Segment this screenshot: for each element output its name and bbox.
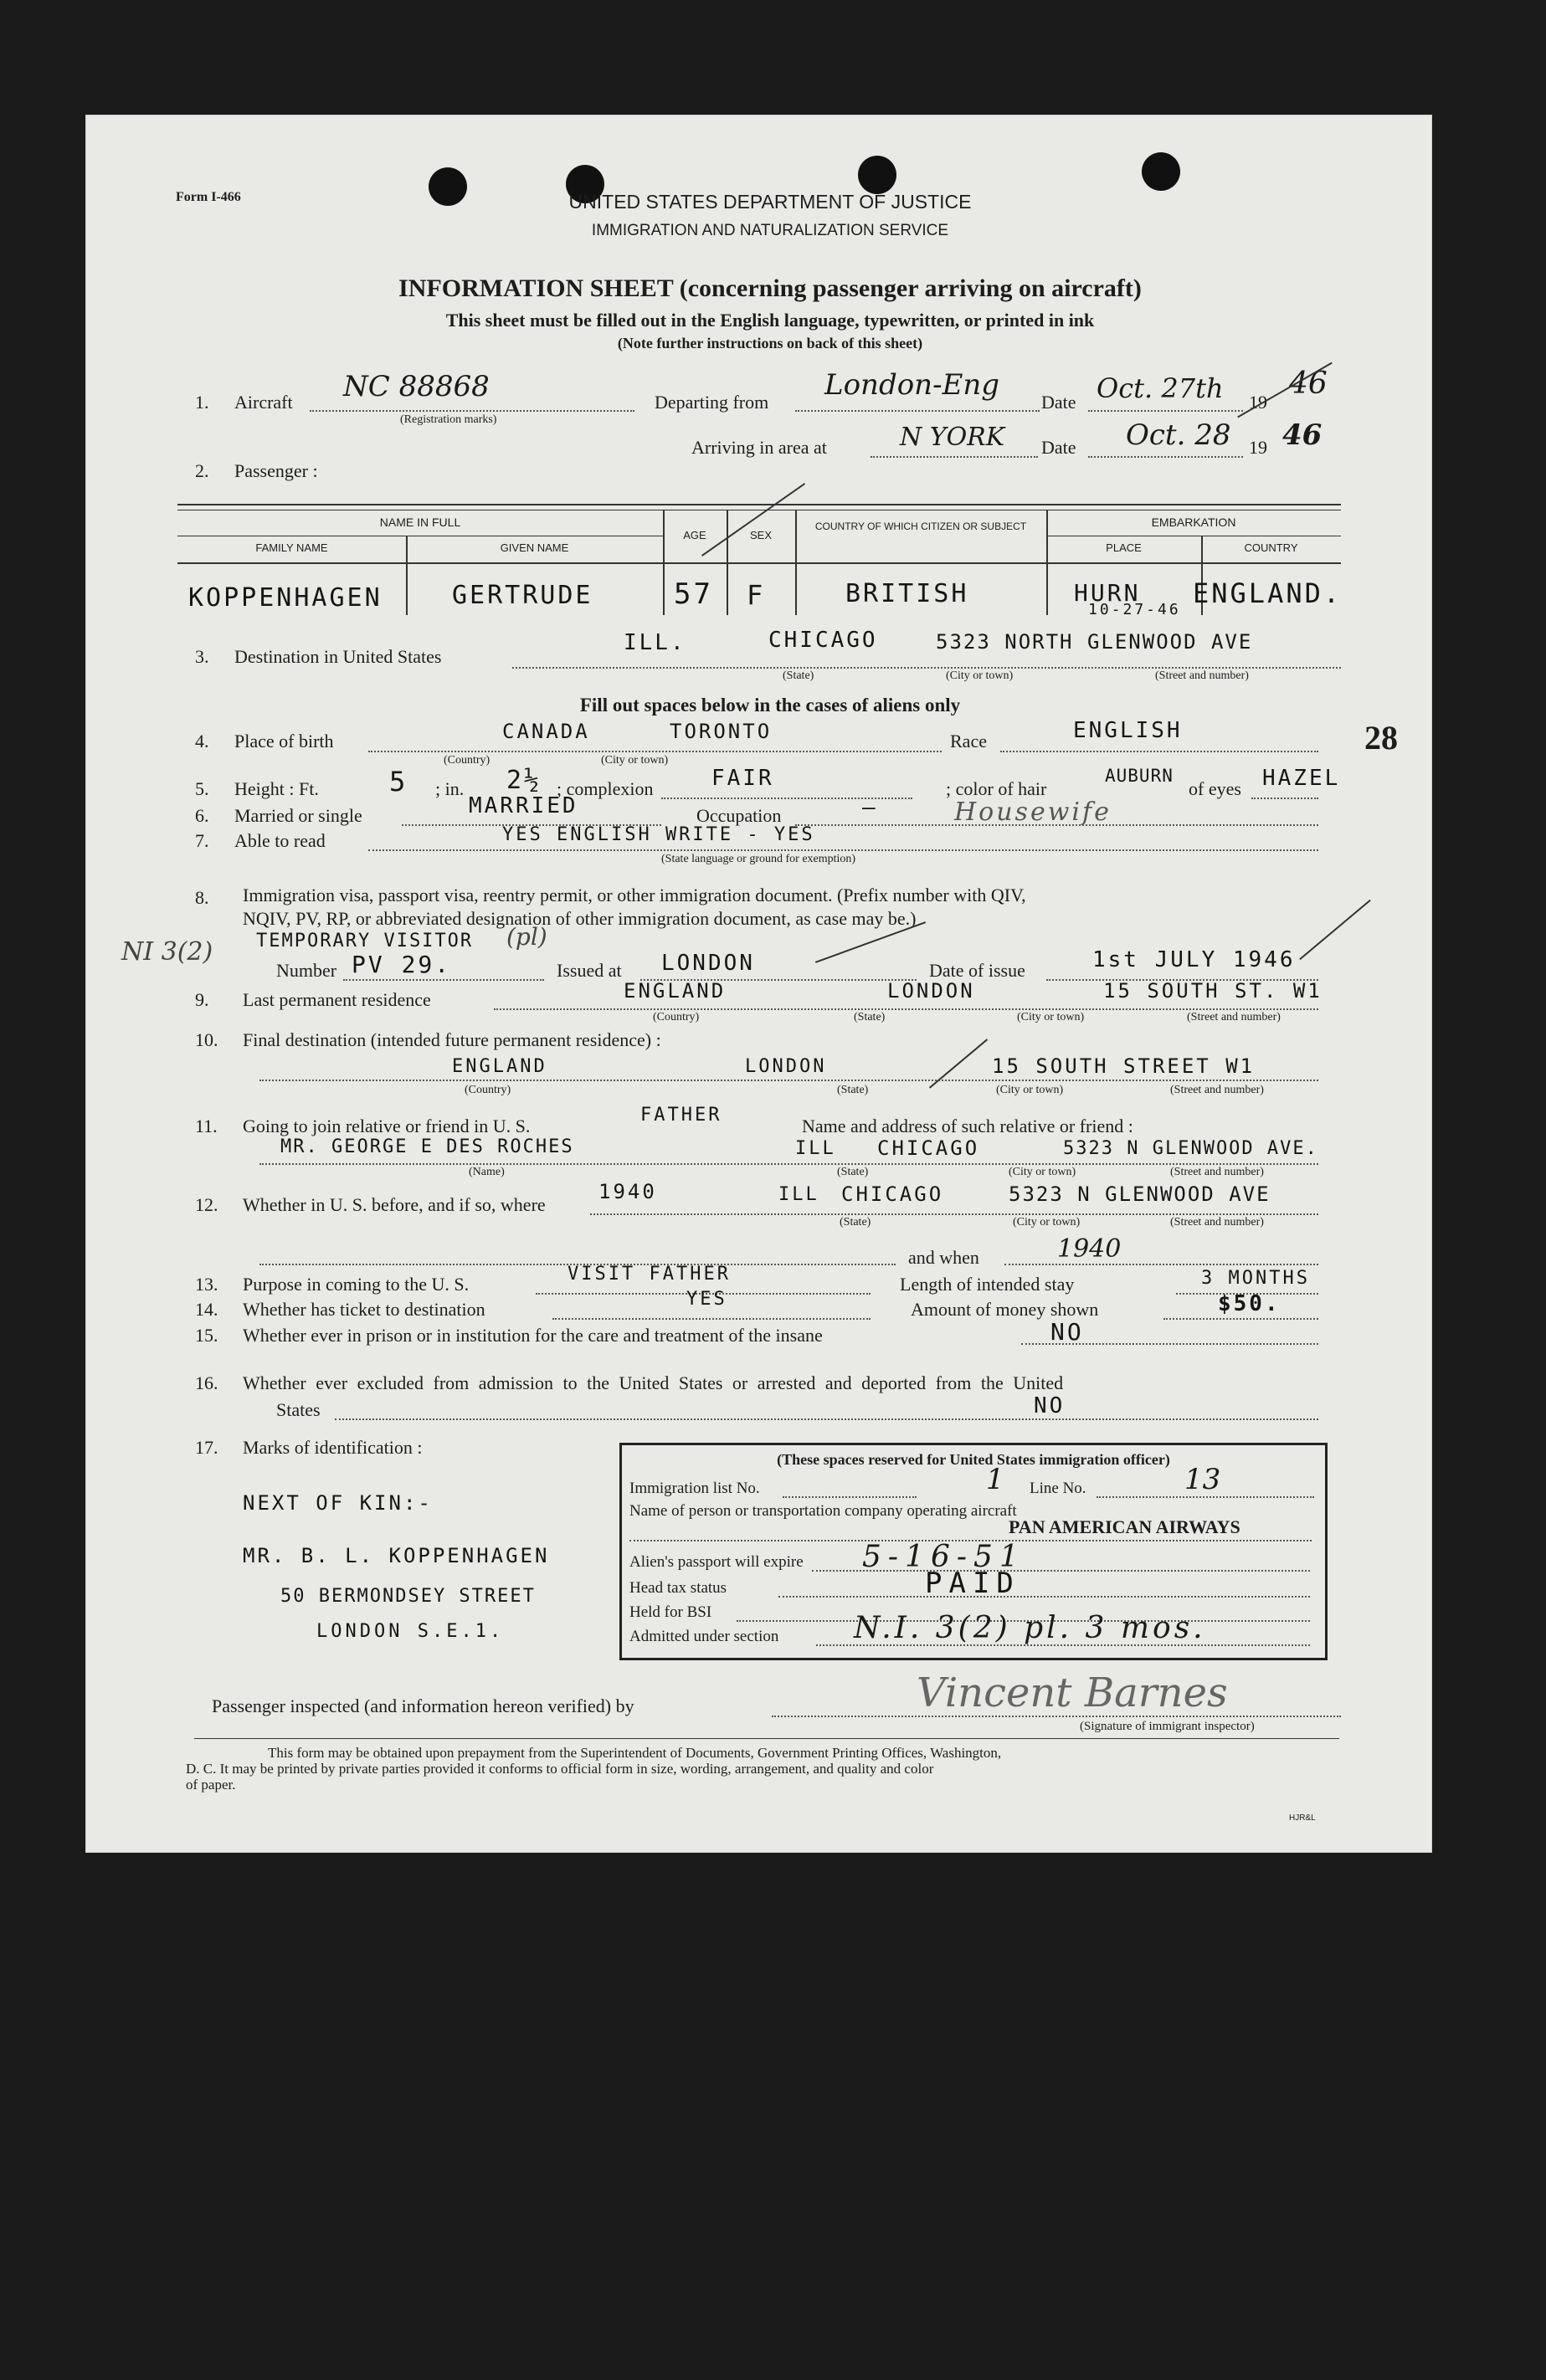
instruction-note: (Note further instructions on back of this sheet): [617, 335, 923, 351]
q8-number: 8.: [195, 887, 209, 908]
list-value: 1: [986, 1463, 1004, 1496]
caption-street: (Street and number): [1170, 1166, 1264, 1178]
destination-label: Destination in United States: [234, 646, 442, 667]
footer-line3: of paper.: [186, 1777, 236, 1793]
departing-value: London-Eng: [824, 368, 1000, 402]
money-label: Amount of money shown: [911, 1299, 1099, 1320]
family-name-value: KOPPENHAGEN: [188, 583, 383, 613]
race-label: Race: [950, 731, 987, 751]
q15-number: 15.: [195, 1325, 218, 1346]
company-value: PAN AMERICAN AIRWAYS: [1009, 1516, 1240, 1537]
final-state: LONDON: [745, 1056, 827, 1077]
hair-label: ; color of hair: [946, 778, 1047, 799]
family-name-header: FAMILY NAME: [255, 541, 328, 554]
punch-hole: [858, 156, 896, 194]
destination-street: 5323 NORTH GLENWOOD AVE: [936, 630, 1253, 654]
q16-number: 16.: [195, 1372, 218, 1393]
caption-street: (Street and number): [1170, 1216, 1264, 1228]
residence-state: LONDON: [887, 979, 975, 1003]
citizen-value: BRITISH: [845, 579, 969, 608]
age-value: 57: [674, 577, 713, 611]
q7-number: 7.: [195, 830, 209, 851]
sex-header: SEX: [749, 529, 772, 541]
previous-city: CHICAGO: [841, 1182, 944, 1206]
caption-state: (State): [837, 1084, 869, 1096]
tax-label: Head tax status: [629, 1579, 727, 1597]
punch-hole: [429, 167, 467, 206]
section-label: Admitted under section: [629, 1628, 779, 1645]
residence-country: ENGLAND: [624, 979, 727, 1003]
occupation-note: Housewife: [954, 798, 1112, 827]
footer-line1: This form may be obtained upon prepayment from the Superintendent of Documents, Government Printing Offices, Washington,: [268, 1745, 1002, 1761]
previous-street: 5323 N GLENWOOD AVE: [1009, 1182, 1271, 1206]
q6-number: 6.: [195, 805, 209, 826]
q2-number: 2.: [195, 460, 209, 481]
occupation-value: —: [862, 795, 878, 820]
relative-name-label: Name and address of such relative or friend :: [802, 1116, 1133, 1136]
q10-number: 10.: [195, 1029, 218, 1050]
company-label: Name of person or transportation company operating aircraft: [629, 1502, 1017, 1520]
excluded-label-line1: Whether ever excluded from admission to the United States or arrested and deported from the United: [243, 1372, 1064, 1393]
document-number: PV 29.: [352, 951, 452, 978]
number-label: Number: [276, 960, 337, 981]
hair-value: AUBURN: [1105, 766, 1174, 786]
relative-city: CHICAGO: [877, 1136, 980, 1160]
q13-number: 13.: [195, 1274, 218, 1295]
excluded-label-line2: States: [276, 1399, 321, 1420]
citizen-header: COUNTRY OF WHICH CITIZEN OR SUBJECT: [814, 521, 1027, 532]
year-prefix: 19: [1249, 392, 1267, 413]
final-street: 15 SOUTH STREET W1: [992, 1054, 1256, 1078]
departure-date: Oct. 27th: [1097, 372, 1224, 404]
caption-state: (State): [783, 669, 814, 682]
relative-name: MR. GEORGE E DES ROCHES: [280, 1136, 574, 1157]
officer-box-title: (These spaces reserved for United States immigration officer): [777, 1451, 1170, 1468]
given-name-value: GERTRUDE: [452, 581, 593, 610]
place-header: PLACE: [1106, 541, 1142, 554]
race-value: ENGLISH: [1073, 718, 1183, 743]
caption-city: (City or town): [996, 1084, 1064, 1096]
marital-label: Married or single: [234, 805, 362, 826]
ticket-label: Whether has ticket to destination: [243, 1299, 485, 1320]
form-number: Form I-466: [176, 190, 241, 204]
read-value: YES ENGLISH WRITE - YES: [502, 824, 815, 845]
q8-text-line1: Immigration visa, passport visa, reentry permit, or other immigration document. (Prefix number with QIV,: [243, 885, 1026, 905]
relative-street: 5323 N GLENWOOD AVE.: [1063, 1138, 1318, 1159]
caption-name: (Name): [469, 1166, 505, 1178]
caption-city: (City or town): [1009, 1166, 1076, 1178]
join-label: Going to join relative or friend in U. S.: [243, 1116, 531, 1136]
height-feet: 5: [389, 766, 408, 798]
aircraft-value: NC 88868: [343, 370, 490, 403]
eyes-value: HAZEL: [1262, 766, 1341, 791]
printer-mark: HJR&L: [1289, 1813, 1316, 1823]
departing-label: Departing from: [655, 392, 769, 413]
issued-value: LONDON: [661, 951, 755, 976]
sex-value: F: [747, 579, 766, 611]
occupation-label: Occupation: [696, 805, 782, 826]
next-of-kin-line1: NEXT OF KIN:-: [243, 1491, 433, 1515]
previous-state: ILL: [778, 1184, 819, 1205]
when-label: and when: [908, 1247, 979, 1268]
line-value: 13: [1184, 1463, 1221, 1496]
final-destination-label: Final destination (intended future permanent residence) :: [243, 1029, 661, 1050]
registration-caption: (Registration marks): [400, 413, 497, 426]
birth-city: TORONTO: [670, 720, 773, 743]
height-label: Height : Ft.: [234, 778, 319, 799]
age-header: AGE: [683, 529, 706, 541]
passenger-label: Passenger :: [234, 460, 318, 481]
excluded-value: NO: [1034, 1393, 1066, 1418]
caption-street: (Street and number): [1187, 1011, 1281, 1023]
q5-number: 5.: [195, 778, 209, 799]
destination-city: CHICAGO: [768, 628, 878, 653]
country-header: COUNTRY: [1244, 541, 1298, 554]
q8-text-line2: NQIV, PV, RP, or abbreviated designation of other immigration document, as case may be.): [243, 908, 917, 929]
punch-hole: [1142, 152, 1180, 191]
date-label: Date: [1041, 392, 1076, 413]
birth-label: Place of birth: [234, 731, 334, 751]
relation-value: FATHER: [640, 1105, 722, 1126]
purpose-label: Purpose in coming to the U. S.: [243, 1274, 470, 1295]
next-of-kin-line3: 50 BERMONDSEY STREET: [280, 1586, 536, 1607]
arrival-date: Oct. 28: [1126, 418, 1231, 452]
caption-street: (Street and number): [1155, 669, 1249, 682]
department-title: UNITED STATES DEPARTMENT OF JUSTICE: [568, 191, 972, 213]
caption-state: (State): [840, 1216, 871, 1228]
embark-country-value: ENGLAND.: [1193, 577, 1343, 609]
tax-value: PAID: [925, 1567, 1020, 1600]
embark-place-value: HURN: [1074, 579, 1141, 607]
q17-number: 17.: [195, 1437, 218, 1458]
q1-number: 1.: [195, 392, 209, 413]
birth-country: CANADA: [502, 720, 590, 743]
caption-country: (Country): [444, 754, 491, 767]
caption-city: (City or town): [1017, 1011, 1085, 1023]
read-caption: (State language or ground for exemption): [661, 853, 856, 865]
date-of-issue-label: Date of issue: [929, 960, 1025, 981]
q11-number: 11.: [195, 1116, 218, 1136]
q3-number: 3.: [195, 646, 209, 667]
residence-label: Last permanent residence: [243, 989, 431, 1010]
purpose-value: VISIT FATHER: [568, 1264, 731, 1285]
embarkation-header: EMBARKATION: [1151, 515, 1236, 529]
expire-label: Alien's passport will expire: [629, 1553, 804, 1571]
inspector-signature: Vincent Barnes: [917, 1670, 1228, 1716]
departure-year: 46: [1289, 367, 1328, 401]
height-inches: 2½: [506, 766, 542, 795]
caption-state: (State): [854, 1011, 886, 1023]
complexion-value: FAIR: [711, 766, 774, 791]
line-label: Line No.: [1030, 1480, 1086, 1497]
arrival-year: 46: [1282, 418, 1323, 452]
pl-note: (pl): [506, 923, 547, 951]
destination-state: ILL.: [624, 630, 686, 655]
caption-city: (City or town): [946, 669, 1014, 682]
date-of-issue-value: 1st JULY 1946: [1092, 947, 1296, 972]
name-in-full-header: NAME IN FULL: [379, 515, 461, 529]
stay-value: 3 MONTHS: [1201, 1268, 1310, 1289]
eyes-label: of eyes: [1189, 778, 1241, 799]
ticket-value: YES: [686, 1289, 727, 1310]
issued-label: Issued at: [557, 960, 622, 981]
service-title: IMMIGRATION AND NATURALIZATION SERVICE: [591, 222, 949, 239]
arriving-label: Arriving in area at: [691, 437, 827, 458]
q4-number: 4.: [195, 731, 209, 751]
bsi-label: Held for BSI: [629, 1603, 712, 1621]
caption-country: (Country): [465, 1084, 511, 1096]
margin-note: 28: [1364, 719, 1398, 757]
next-of-kin-line4: LONDON S.E.1.: [316, 1621, 505, 1642]
caption-city: (City or town): [1013, 1216, 1081, 1228]
final-country: ENGLAND: [452, 1056, 547, 1077]
expire-value: 5-16-51: [862, 1540, 1025, 1574]
caption-city: (City or town): [601, 754, 669, 767]
given-name-header: GIVEN NAME: [500, 541, 569, 554]
when-value: 1940: [1057, 1234, 1122, 1264]
inspected-label: Passenger inspected (and information hereon verified) by: [212, 1695, 634, 1716]
relative-state: ILL: [795, 1138, 836, 1159]
money-value: $50.: [1218, 1291, 1281, 1316]
q14-number: 14.: [195, 1299, 218, 1320]
instruction-line: This sheet must be filled out in the English language, typewritten, or printed in ink: [445, 310, 1095, 331]
identification-label: Marks of identification :: [243, 1437, 423, 1458]
sheet-title: INFORMATION SHEET (concerning passenger arriving on aircraft): [398, 274, 1142, 302]
prison-value: NO: [1050, 1318, 1084, 1346]
caption-country: (Country): [653, 1011, 700, 1023]
caption-state: (State): [837, 1166, 869, 1178]
residence-street: 15 SOUTH ST. W1: [1103, 979, 1323, 1003]
prison-label: Whether ever in prison or in institution for the care and treatment of the insane: [243, 1325, 823, 1346]
complexion-label: ; complexion: [557, 778, 654, 799]
embark-date-note: 10-27-46: [1088, 601, 1181, 618]
stay-label: Length of intended stay: [900, 1274, 1075, 1295]
footer-line2: D. C. It may be printed by private parties provided it conforms to official form in size, wording, arrangement, and quality and color: [186, 1761, 934, 1777]
inches-label: ; in.: [435, 778, 465, 799]
q9-number: 9.: [195, 989, 209, 1010]
arrival-date-label: Date: [1041, 437, 1076, 458]
signature-caption: (Signature of immigrant inspector): [1080, 1720, 1255, 1733]
marital-value: MARRIED: [469, 793, 578, 818]
document-type-note: TEMPORARY VISITOR: [256, 931, 474, 951]
q12-number: 12.: [195, 1194, 218, 1215]
arrival-year-prefix: 19: [1249, 437, 1267, 458]
q8-margin-note: NI 3(2): [121, 937, 213, 967]
next-of-kin-line2: MR. B. L. KOPPENHAGEN: [243, 1544, 550, 1567]
caption-street: (Street and number): [1170, 1084, 1264, 1096]
aircraft-label: Aircraft: [234, 392, 293, 413]
aliens-heading: Fill out spaces below in the cases of aliens only: [579, 695, 961, 716]
read-label: Able to read: [234, 830, 326, 851]
section-value: N.I. 3(2) pl. 3 mos.: [854, 1611, 1206, 1645]
list-label: Immigration list No.: [629, 1480, 760, 1497]
previous-visit-label: Whether in U. S. before, and if so, where: [243, 1194, 546, 1215]
previous-year: 1940: [598, 1180, 657, 1203]
arriving-value: N YORK: [900, 423, 1005, 452]
